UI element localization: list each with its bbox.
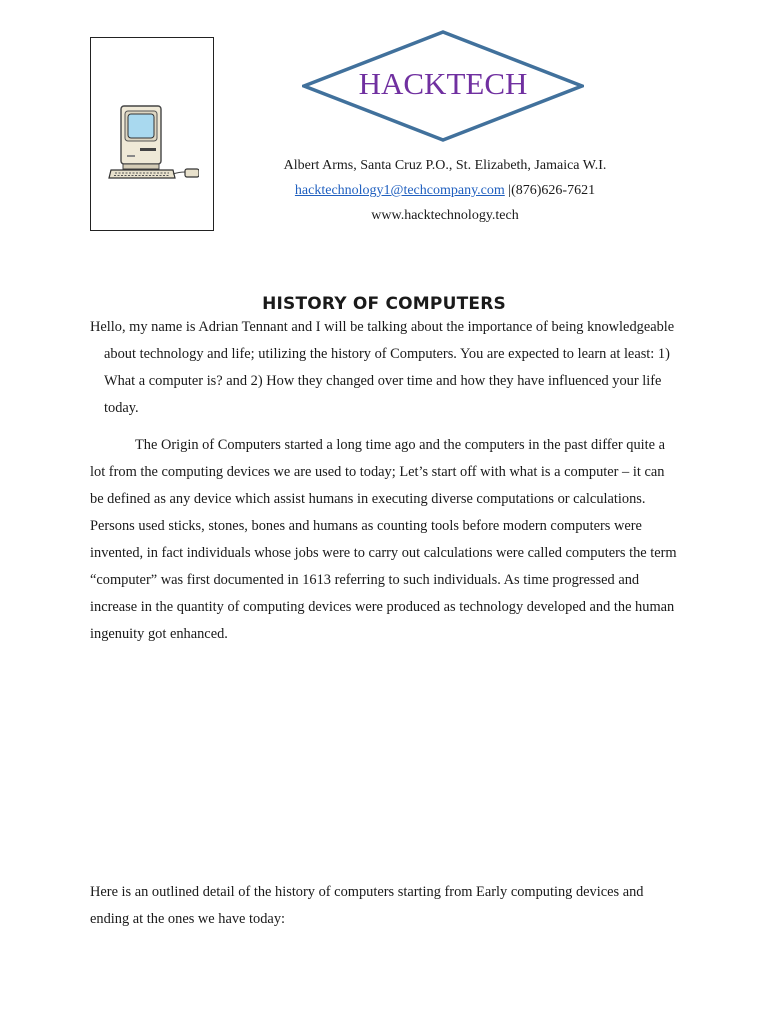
outline-paragraph: Here is an outlined detail of the history of computers starting from Early computing devices and ending at the ones we have today: xyxy=(90,884,644,927)
origin-paragraph: The Origin of Computers started a long time ago and the computers in the past differ quite a lot from the computing devices we are used to today; Let’s start off with what is a computer – it can be defined as any device which assist humans in executing diverse computations or calculations. Persons used sticks, stones, bones and humans as counting tools before modern computers were invented, in fact individuals whose jobs were to carry out calculations were called computers the term “computer” was first documented in 1613 referring to such individuals. As time progressed and increase in the quantity of computing devices were produced as technology developed and the human ingenuity got enhanced. xyxy=(90,437,677,642)
brand-name: HACKTECH xyxy=(358,66,528,101)
intro-paragraph: Hello, my name is Adrian Tennant and I will be talking about the importance of being knowledgeable about technology and life; utilizing the history of Computers. You are expected to learn at least: 1) What a computer is? and 2) How they changed over time and how they have influenced your life today. xyxy=(90,319,675,416)
email-link[interactable]: hacktechnology1@techcompany.com xyxy=(294,183,505,198)
contact-line xyxy=(230,182,660,200)
website: www.hacktechnology.tech xyxy=(371,208,519,223)
vintage-computer-icon xyxy=(107,104,199,184)
phone-number: |(876)626-7621 xyxy=(504,183,596,198)
logo-frame xyxy=(90,37,214,231)
document-title: HISTORY OF COMPUTERS xyxy=(262,294,506,314)
company-address: Albert Arms, Santa Cruz P.O., St. Elizabeth, Jamaica W.I. xyxy=(283,158,607,173)
